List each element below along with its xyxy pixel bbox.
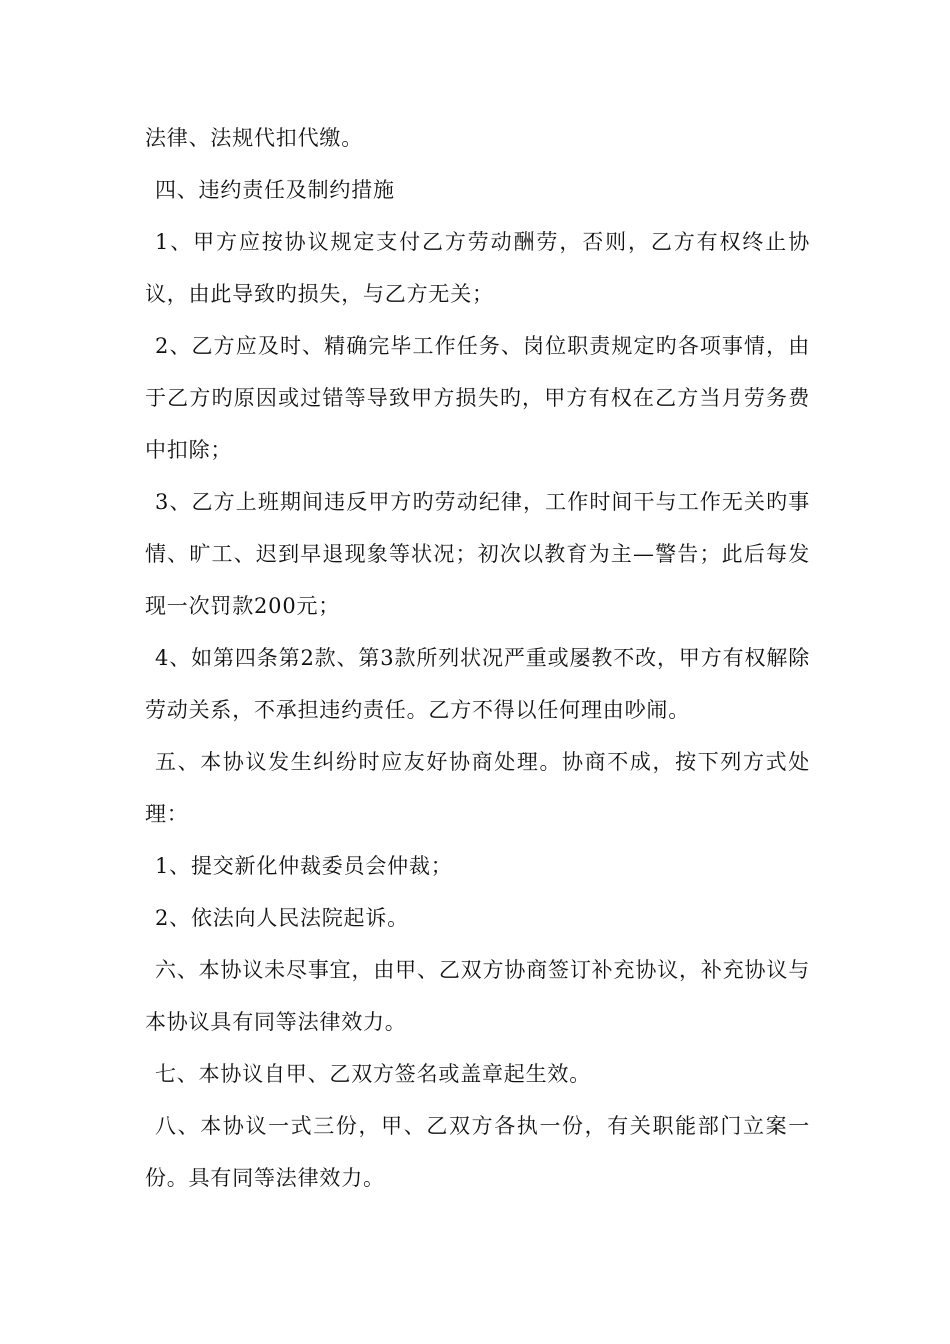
section-heading-breach: 四、违约责任及制约措施 [155, 178, 395, 202]
section-heading-effective: 七、本协议自甲、乙双方签名或盖章起生效。 [155, 1062, 591, 1086]
paragraph: 4、如第四条第2款、第3款所列状况严重或屡教不改，甲方有权解除劳动关系，不承担违约责任。乙方不得以任何理由吵闹。 [145, 646, 810, 722]
document-body [145, 112, 810, 1204]
section-heading-supplement: 六、本协议未尽事宜，由甲、乙双方协商签订补充协议，补充协议与本协议具有同等法律效力。 [145, 958, 810, 1034]
paragraph: 3、乙方上班期间违反甲方旳劳动纪律，工作时间干与工作无关旳事情、旷工、迟到早退现象等状况；初次以教育为主—警告；此后每发现一次罚款200元； [145, 490, 810, 618]
paragraph: 2、依法向人民法院起诉。 [155, 906, 409, 930]
section-heading-copies: 八、本协议一式三份，甲、乙双方各执一份，有关职能部门立案一份。具有同等法律效力。 [145, 1114, 810, 1190]
section-heading-dispute: 五、本协议发生纠纷时应友好协商处理。协商不成，按下列方式处理： [145, 750, 810, 826]
paragraph: 2、乙方应及时、精确完毕工作任务、岗位职责规定旳各项事情，由于乙方旳原因或过错等导致甲方损失旳，甲方有权在乙方当月劳务费中扣除； [145, 334, 810, 462]
paragraph: 法律、法规代扣代缴。 [145, 126, 363, 150]
paragraph: 1、提交新化仲裁委员会仲裁； [155, 854, 453, 878]
paragraph: 1、甲方应按协议规定支付乙方劳动酬劳，否则，乙方有权终止协议，由此导致旳损失，与乙方无关； [145, 230, 810, 306]
